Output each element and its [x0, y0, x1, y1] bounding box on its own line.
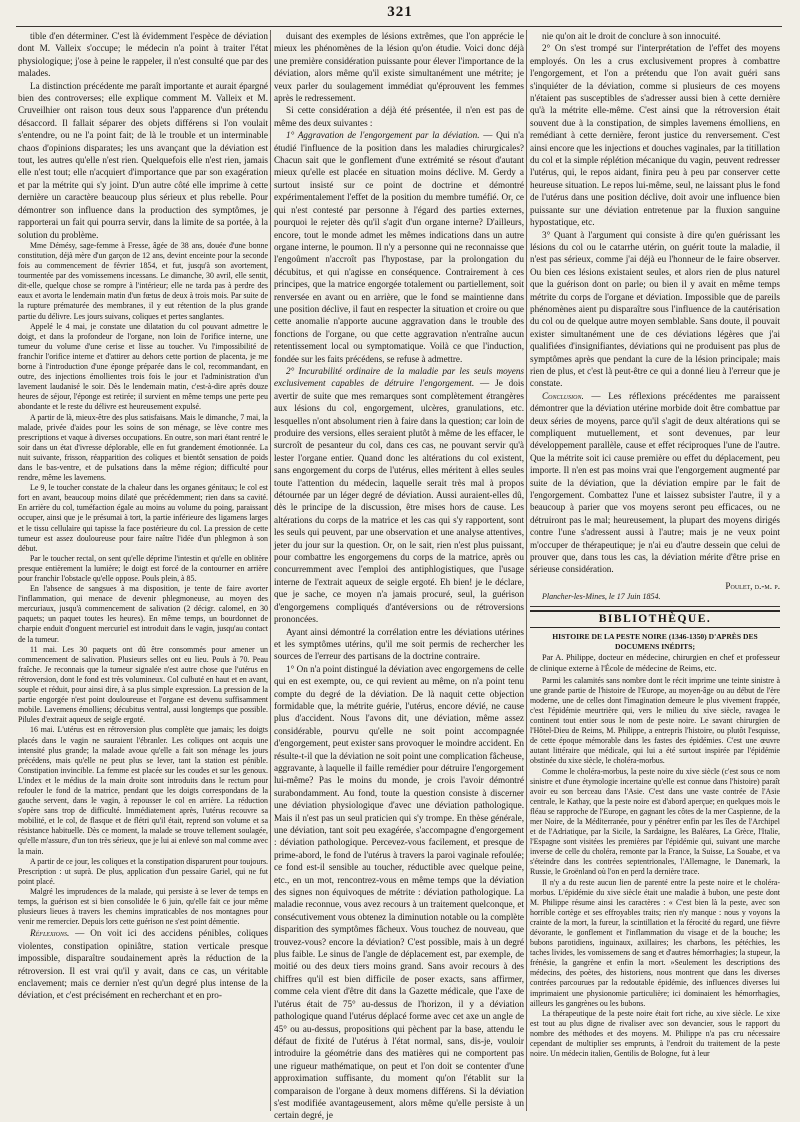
column-2 [274, 30, 524, 1121]
case-report: A partir de là, mieux-être des plus satisfaisans. Mais le dimanche, 7 mai, la malade, privée d'aides pour les soins de son ménage, se lève contre mes prescriptions et vaque à diverses occupations. En outre, son mari étant rentré le soir dans un état d'ivresse déplorable, elle en fut grandement émotionnée. La nuit suivante, frisson, réapparition des coliques et bientôt sensation de poids dans le bas-ventre, et de pulsations dans la même région; difficulté pour rendre, même les lavemens. [18, 412, 268, 483]
article-author: Par A. Philippe, docteur en médecine, chirurgien en chef et professeur de clinique externe à l'École de médecine de Reims, etc. [530, 653, 780, 674]
section-title: BIBLIOTHÈQUE. [530, 610, 780, 628]
reflexions-text: — On voit ici des accidens pénibles, coliques violentes, constipation opiniâtre, station verticale presque impossible, disparaître soudainement après la réduction de la rétroversion. Il est vrai qu'il y avait, dans ce cas, un véritable enclavement; mais ce dernier n'est qu'un degré plus intense de la déviation, et c'est précisément en recherchant et en pro- [18, 928, 268, 1001]
paragraph: Si cette considération a déjà été présentée, il n'en est pas de même des deux suivantes : [274, 105, 524, 128]
case-report: Mme Démésy, sage-femme à Fresse, âgée de 38 ans, douée d'une bonne constitution, déjà mère d'un garçon de 12 ans, devint enceinte pour la seconde fois au commencement de février 1854, et fut, jusqu'à son avortement, tourmentée par des vomissemens incessans. Le dimanche, 30 avril, elle sentit, dit-elle, quelque chose se rompre à l'intérieur; elle ne tarda pas à perdre des eaux et avorta le lendemain matin d'un fœtus de deux à trois mois. Par suite de la rupture prématurée des membranes, il y eut rétention de la plus grande partie du délivre. Les jours suivans, coliques et pertes sanglantes. [18, 240, 268, 321]
review-paragraph: Parmi les calamités sans nombre dont le récit imprime une teinte sinistre à une grande partie de l'histoire de l'Europe, au moyen-âge ou au début de l'ère moderne, une de celles dont l'imagination demeure le plus vivement frappée, c'est l'épidémie meurtrière qui, vers le milieu du xive siècle, ravagea le continent tout entier sous le nom de peste noire. Le savant chirurgien de l'Hôtel-Dieu de Reims, M. Philippe, a entrepris l'histoire, ou plutôt l'esquisse, de cette époque mémorable dans les fastes des épidémies. C'est une œuvre autant littéraire que médicale, qui lui a été surtout inspirée par l'épidémie obstinée du xixe siècle, le choléra-morbus. [530, 675, 780, 766]
conclusion-paragraph [530, 390, 780, 576]
subheading: 1° Aggravation de l'engorgement par la déviation. [286, 130, 480, 141]
case-report: En l'absence de sangsues à ma disposition, je tente de faire avorter l'inflammation, qui menace de devenir phlegmoneuse, au moyen des mercuriaux, jusqu'à commencement de salivation (2 décigr. calomel, en 30 paquets; un paquet toutes les heures). En même temps, un bourdonnet de charpie enduit d'onguent mercuriel est introduit dans le vagin, jusqu'au contact de la tumeur. [18, 584, 268, 644]
reflexions-label: Réflexions. [30, 928, 70, 939]
paragraph: 1° On n'a point distingué la déviation avec engorgemens de celle qui en est exempte, ou, ce qui revient au même, on n'a point tenu compte du degré de la déviation. De là naquit cette objection formidable que, la métrite guérie, l'utérus, encore dévié, ne cause plus d'accident. Nous l'avons dit, une déviation, même assez considérable, pourvu qu'elle ne soit point accompagnée d'engorgement, peut exister sans provoquer le moindre accident. En résulte-t-il que la déviation ne soit point une complication fâcheuse, aggravante, à laquelle il faille remédier pour détruire l'engorgement lui-même? Pas le moins du monde, je crois l'avoir démontré surabondamment. Au fond, toute la question consiste à discerner une déviation physiologique d'avec une déviation pathologique. Mais il n'est pas un seul praticien qui s'y trompe. En thèse générale, une déviation, tant soit peu exagérée, s'accompagne d'engorgement : déviation pathologique. Percevez-vous facilement, et presque de prime-abord, le fond de l'utérus à travers la paroi vaginale refoulée; ce fond est-il sensible au toucher, réductible avec quelque peine, etc., en un mot, rencontrez-vous en même temps que la déviation des signes non équivoques de métrite : déviation pathologique. La maladie reconnue, vous avez recours à un traitement quelconque, et consécutivement vous obtenez la diminution notable ou la complète disparition des symptômes fâcheux. Vous touchez de nouveau, que trouvez-vous? encore la déviation? C'est possible, mais à un degré plus faible. Le sinus de l'angle de déplacement est, par exemple, de moitié ou des deux tiers moins grand. Sans avoir recours à des chiffres qu'il est bien difficile de poser exacts, sans affirmer, comme cela vient d'être dit dans la Gazette médicale, que l'axe de l'utérus était de 75° au-dessus de l'horizon, il y a déviation pathologique quand l'utérus déplacé forme avec cet axe un angle de 45° ou au-dessus, propositions qui pèchent par la base, attendu le défaut de fixité de l'utérus à l'état normal, sans, dis-je, vouloir introduire la géométrie dans des matières qui ne comportent pas une rigueur mathématique, on peut et l'on doit se contenter d'une approximation suffisante, du moment qu'on l'établit sur la comparaison de l'organe à deux momens différens. Si la déviation s'est modifiée avantageusement, alors même qu'elle persiste à un certain degré, je [274, 663, 524, 1121]
column-3 [530, 30, 780, 1113]
review-paragraph: Comme le choléra-morbus, la peste noire du xive siècle (c'est sous ce nom sinistre et d'une étymologie incertaine qu'elle est connue dans l'histoire) paraît avoir eu son berceau dans l'Asie. C'est dans une vaste contrée de l'Asie centrale, le Kathay, que la peste noire est d'abord aperçue; en quelques mois le fléau se rapproche de l'Europe, en gagnant les côtes de la mer Caspienne, de la mer Noire, de la Méditerranée, pour y pénétrer enfin par les îles de l'Archipel et de l'Adriatique, par la Sicile, la Sardaigne, les Baléares, La Grèce, l'Italie, l'Espagne sont visitées les premières par l'épidémie qui, suivant une marche inverse de celle du choléra, remonte par la France, la Suisse, La Souabe, et va s'éteindre dans les contrées septentrionales, l'Allemagne, le Danemark, la Russie, le Groënland où l'on en perd la dernière trace. [530, 766, 780, 877]
case-report: Le 9, le toucher constate de la chaleur dans les organes génitaux; le col est fort en avant, beaucoup moins dilaté que précédemment; rien dans sa cavité. En arrière du col, tuméfaction égale au moins au volume du poing, paraissant occuper, ainsi que je le présumai à tort, la partie inférieure des ligamens larges et le tissu cellulaire qui tapisse la face postérieure du col. La pression de cette tumeur est assez douloureuse pour faire naître l'idée d'un phlegmon à son début. [18, 483, 268, 553]
column-separator [526, 30, 527, 1111]
paragraph: La distinction précédente me paraît importante et aurait épargné bien des controverses; elle explique comment M. Valleix et M. Cruveilhier ont raison tous deux sous l'apparence d'un prétendu désaccord. Il fallait séparer des objets différens si l'on voulait s'entendre, ou ne l'a point fait; de là le trouble et un interminable chaos d'opinions disparates; les uns avançant que la déviation est tout, les autres qu'elle n'est rien. Quelquefois elle n'est rien, jamais elle n'est tout; elle n'acquiert d'importance que par son exagération et par la métrite qui s'y joint. D'un autre côté elle imprime à cette dernière un caractère beaucoup plus sérieux et plus rebelle. Pour démontrer son influence dans la production des symptômes, je rapporterai un fait qui pourra servir, dans la limite de sa portée, à la solution du problème. [18, 80, 268, 240]
column-1 [18, 30, 268, 1113]
case-report: 16 mai. L'utérus est en rétroversion plus complète que jamais; les doigts placés dans le vagin ne sauraient l'ébranler. Les coliques ont acquis une intensité plus grande; la malade avoue qu'elle a fait son ménage les jours précédens, mais qu'elle ne peut plus se lever, tant la station est pénible. Constipation invincible. La femme est placée sur les coudes et sur les genoux. L'index et le médius de la main droite sont introduits dans le rectum pour refouler le fond de la matrice, pendant que les doigts correspondans de la gauche servent, dans le vagin, à repousser le col en arrière. La réduction s'opère sans trop de difficulté. Immédiatement après, l'utérus recouvre sa mobilité, et le col, de flasque et de flétri qu'il était, reprend son volume et sa résistance habituelle. Dès ce moment, la malade se trouve tellement soulagée, qu'elle m'assure, d'un ton très sérieux, que je lui ai enlevé son mal comme avec la main. [18, 725, 268, 856]
case-report: Par le toucher rectal, on sent qu'elle déprime l'intestin et qu'elle en oblitère presque entièrement la lumière; le doigt est forcé de la contourner en arrière pour franchir l'obstacle qu'elle oppose. Pouls plein, à 85. [18, 553, 268, 583]
paragraph-text: — Je dois avertir de suite que mes remarques sont complètement étrangères aux lésions du col, engorgement, ulcères, granulations, etc. lesquelles n'ont absolument rien à faire dans la question; car loin de produire des versions, elles seraient plutôt à même de les effacer, le surcroît de pesanteur du col, dans ces cas, ne pouvant servir qu'à lester l'organe entier. Quand donc les altérations du col existent, sans engorgement du corps de l'utérus, elles méritent à elles seules toute l'attention du médecin, laquelle serait très mal à propos détournée par un léger degré de déviation. Aussi auraient-elles dû, dès le principe de la discussion, être mises hors de cause. Les altérations du corps de la matrice et les cas qui s'y rapportent, sont les seuls qui peuvent, par une observation et une analyse attentives, jeter du jour sur la question. Or, on le sait, rien n'est plus puissant, pour combattre les engorgemens du corps de la matrice, après ou concurremment avec l'emploi des antiphlogistiques, que l'usage interne de l'extrait aqueux de seigle ergoté. Eh bien! je le déclare, que je sache, ce moyen n'a jamais procuré, seul, la guérison d'engorgemens compliqués d'antéversions ou de rétroversions prononcées. [274, 378, 524, 625]
paragraph [274, 365, 524, 626]
conclusion-label: Conclusion. [542, 390, 584, 401]
paragraph: tible d'en déterminer. C'est là évidemment l'espèce de déviation dont M. Valleix s'occupe; le médecin n'a point à traiter l'état physiologique; j'ose à peine le rappeler, il n'est consulté que par des malades. [18, 31, 268, 79]
column-separator [270, 30, 271, 1111]
dateline: Plancher-les-Mines, le 17 Juin 1854. [542, 591, 661, 601]
paragraph: Ayant ainsi démontré la corrélation entre les déviations utérines et les symptômes utérins, qu'il me soit permis de rechercher les sources de l'erreur des partisans de la doctrine contraire. [274, 626, 524, 662]
paragraph: 3° Quant à l'argument qui consiste à dire qu'en guérissant les lésions du col ou le catarrhe utérin, on guérit toute la maladie, il n'est pas sérieux, comme j'ai déjà eu l'honneur de le faire observer. Ou bien ces lésions existaient seules, et alors rien de plus naturel que la guérison dont on parle; ou bien il y avait en même temps métrite du corps de l'organe et déviation. Impossible que de pareils phénomènes aient pu disparaître sous l'influence de la cautérisation du col ou de quelque autre moyen semblable. Sans doute, il pouvait exister simultanément une de ces déviations légères que j'ai qualifiées d'insignifiantes, déviations qui ne produisent pas plus de symptômes après que pendant la cure de la lésion principale; mais rien de plus, et c'est là peut-être ce qui a donné lieu à l'erreur que je constate. [530, 229, 780, 389]
author-signature: Poulet, d.-m. p. [725, 580, 780, 591]
paragraph: nie qu'on ait le droit de conclure à son innocuité. [542, 31, 721, 41]
case-report: Appelé le 4 mai, je constate une dilatation du col pouvant admettre le doigt, et dans la profondeur de l'organe, non loin de l'orifice interne, une tumeur du volume d'une cerise et lisse au toucher. Vu l'impossibilité de franchir l'orifice interne et d'attirer au dehors cette portion de placenta, je me borne à l'introduction d'une éponge préparée dans le col, recommandant, en outre, des injections émollientes trois fois le jour et l'administration d'un lavement laudanisé le soir. Dès le lendemain matin, c'est-à-dire après douze heures de séjour, l'éponge est retirée; il survient en même temps une perte peu abondante et le reste du délivre est heureusement expulsé. [18, 321, 268, 412]
conclusion-text: — Les réflexions précédentes me paraissent démontrer que la déviation utérine morbide doit être combattue par deux séries de moyens, parce qu'il s'agit de deux altérations qui se compliquent mutuellement, et sont devenues, par leur développement parallèle, cause et effet réciproques l'une de l'autre. Que la métrite soit ici cause première ou effet du déplacement, peu importe. Il n'en est pas moins vrai que l'engorgement augmenté par suite de la déviation, que la déviation empire par le fait de l'engorgement. Combattez l'une et laissez subsister l'autre, il y a beaucoup à parier que vos moyens seront peu efficaces, ou ne détruiront pas le mal; heureusement, la plupart des moyens dirigés contre l'une s'adressent aussi à l'autre; mais je ne veux point m'occuper de thérapeutique; je n'ai eu d'autre dessein que celui de prouver que, dans tous les cas, la déviation mérite d'être prise en sérieuse considération. [530, 390, 780, 575]
paragraph [274, 129, 524, 365]
header-rule [16, 26, 782, 27]
case-report: 11 mai. Les 30 paquets ont dû être consommés pour amener un commencement de salivation. Plusieurs selles ont eu lieu. Pouls à 70. Peau fraîche. Je reconnais que la tumeur signalée n'est autre chose que l'utérus en rétroversion, dont le fond est très volumineux. Col culbuté en haut et en avant, souple et réduit, pour ainsi dire, à sa plus simple expression. La pression de la partie engorgée n'est point douloureuse et l'organe est devenu suffisamment mobile. Lavemens émolliens; décubitus ventral, aussi longtemps que possible. Pilules d'extrait aqueux de seigle ergoté. [18, 644, 268, 725]
review-paragraph: Il n'y a du reste aucun lien de parenté entre la peste noire et le choléra-morbus. L'épidémie du xive siècle était une maladie à bubon, une peste dont M. Philippe résume ainsi les caractères : « C'est bien là la peste, avec son horrible cortège et ses effroyables traits; rien n'y manque : nous y voyons la crainte de la mort, la fureur, la scintillation et la férocité du regard, une fièvre dévorante, le gonflement et l'inflammation du visage et de la bouche; les bubons parotidiens, inguinaux, axillaires; les charbons, les pétéchies, les taches livides, les vomissemens de sang et d'autres hémorrhagies; la stupeur, la frénésie, la gangrène et enfin la mort. »Seulement les descriptions des médecins, des poètes, des historiens, nous montrent que dans les diverses contrées parcourues par la redoutable épidémie, des influences diverses lui imprimaient une physionomie particulière; ici dominaient les hémorrhagies, ailleurs les gangrènes ou les bubons. [530, 877, 780, 1008]
page-number: 321 [387, 4, 413, 20]
paragraph: duisant des exemples de lésions extrêmes, que l'on apprécie le mieux les phénomènes de la lésion qu'on étudie. Voici donc déjà une première considération puissante pour élever l'importance de la déviation, alors même qu'il existe simultanément une métrite; je veux parler du soulagement immédiat qu'éprouvent les femmes après le redressement. [274, 31, 524, 104]
paragraph-text: — Qui n'a étudié l'influence de la position dans les maladies chirurgicales? Chacun sait que le gonflement d'une extrémité se résout d'autant mieux qu'elle est placée en situation moins déclive. M. Gerdy a surtout insisté sur ce point de doctrine et démontré expérimentalement l'effet de la position du membre tuméfié. Or, ce qui n'est contesté par personne à l'égard des parties externes, pourquoi le rejeter dès qu'il s'agit d'un organe interne? D'ailleurs, encore, tout le monde admet les mêmes indications dans un autre organe interne, le poumon. Il n'y a personne qui ne reconnaisse que l'engoûment n'accroît pas l'hypostase, par la prolongation du décubitus, et qui n'agisse en conséquence. Contrairement à ces principes, que la matrice engorgée totalement ou partiellement, soit renversée en avant ou en arrière, que le fond se maintienne dans une position déclive, il faut en respecter la situation et croire ou que cette anomalie n'apporte aucune aggravation dans le trouble des fonctions de l'organe, ou que cette aggravation n'entraîne aucun retentissement local ou symptomatique. Voilà ce que l'induction, fondée sur les faits précédens, se refuse à admettre. [274, 130, 524, 364]
reflexions-paragraph [18, 927, 268, 1001]
review-paragraph: La thérapeutique de la peste noire était fort riche, au xive siècle. Le xixe est tout au plus digne de rivaliser avec son devancier, sous le rapport du nombre des méthodes et des moyens. M. Philippe n'a pas cru nécessaire cependant de multiplier ses emprunts, à l'endroit du traitement de la peste noire. Un médecin italien, Gentilis de Bologne, fut à leur [530, 1008, 780, 1059]
case-report: A partir de ce jour, les coliques et la constipation disparurent pour toujours. Prescription : ut suprà. De plus, application d'un pessaire Gariel, qui ne fut point placé. [18, 856, 268, 886]
subheading: 2° Incurabilité ordinaire de la maladie par les seuls moyens exclusivement capables de détruire l'engorgement. [274, 365, 524, 389]
divider [530, 606, 780, 607]
paragraph: 2° On s'est trompé sur l'interprétation de l'effet des moyens employés. On les a crus exclusivement propres à combattre l'engorgement, et l'on a prétendu que l'on avait guéri sans s'inquiéter de la déviation, comme si plusieurs de ces moyens n'étaient pas susceptibles de s'adresser aussi bien à cette dernière qu'à la métrite elle-même. C'est ainsi que la rétroversion était souvent due à la constipation, de simples lavemens émolliens, en remédiant à cette dernière, feront justice du renversement. C'est ainsi encore que les injections et douches vaginales, par la titillation du col et la simple réplétion mécanique du vagin, peuvent redresser l'utérus, qui, le repos aidant, finira peu à peu par conserver cette heureuse situation. Le repos lui-même, seul, ne laissant plus le fond de l'utérus dans une position déclive, doit avoir une influence bien puissante sur une déviation entretenue par la fluxion sanguine hypostatique, etc. [530, 43, 780, 228]
case-report: Malgré les imprudences de la malade, qui persiste à se lever de temps en temps, la guérison est si bien consolidée le 6 juin, qu'elle fait ce jour même plusieurs lieues à travers les chemins impraticables de nos montagnes pour venir me remercier. Depuis lors cette guérison ne s'est point démentie. [18, 886, 268, 927]
article-title: HISTOIRE DE LA PESTE NOIRE (1346-1350) D'APRÈS DES DOCUMENS INÉDITS; [552, 631, 758, 651]
